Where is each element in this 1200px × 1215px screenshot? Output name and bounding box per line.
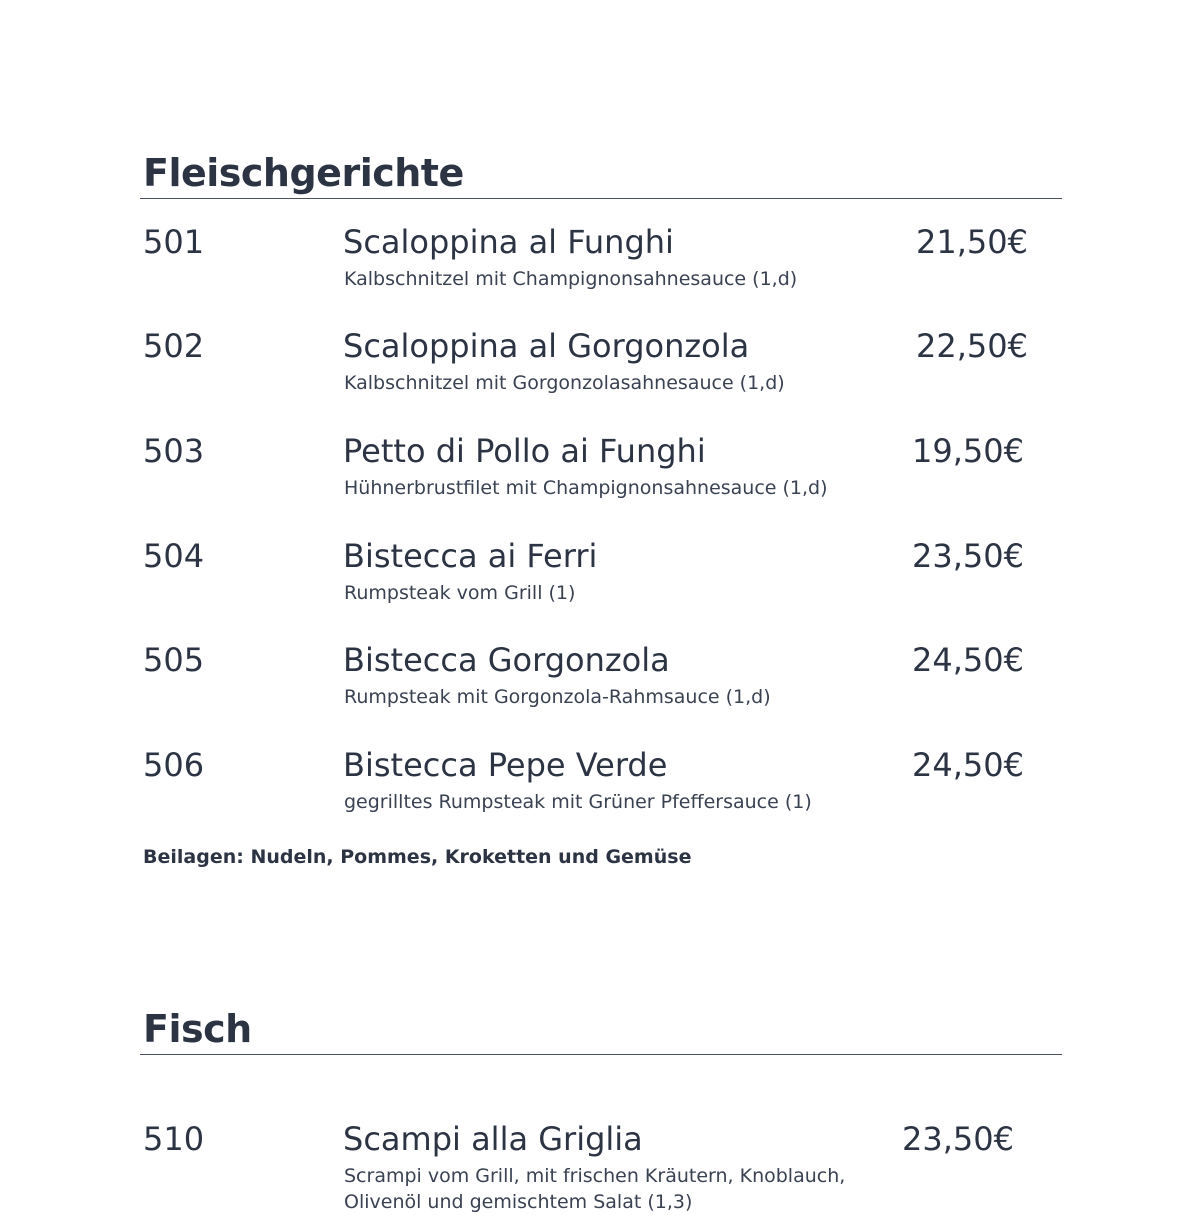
menu-item-510 (0, 1120, 1200, 1213)
item-number: 510 (143, 1120, 205, 1158)
section-title-fisch: Fisch (143, 1007, 252, 1051)
item-description: gegrilltes Rumpsteak mit Grüner Pfeffersauce (1) (344, 791, 812, 813)
menu-item-501 (0, 223, 1200, 316)
item-price: 22,50€ (916, 327, 1028, 365)
menu-item-503 (0, 432, 1200, 525)
side-dishes-note: Beilagen: Nudeln, Pommes, Kroketten und Gemüse (143, 846, 692, 868)
item-name: Petto di Pollo ai Funghi (343, 432, 706, 470)
item-description: Hühnerbrustfilet mit Champignonsahnesauce (1,d) (344, 477, 828, 499)
item-name: Scaloppina al Gorgonzola (343, 327, 750, 365)
menu-item-506 (0, 746, 1200, 839)
item-name: Bistecca ai Ferri (343, 537, 598, 575)
section-title-fleischgerichte: Fleischgerichte (143, 151, 464, 195)
item-description: Rumpsteak vom Grill (1) (344, 582, 576, 604)
menu-item-505 (0, 641, 1200, 734)
item-description: Scrampi vom Grill, mit frischen Kräutern, Knoblauch, Olivenöl und gemischtem Salat (1,3) (344, 1165, 846, 1213)
section-divider (140, 198, 1062, 199)
item-price: 19,50€ (912, 432, 1024, 470)
item-number: 502 (143, 327, 205, 365)
item-price: 21,50€ (916, 223, 1028, 261)
item-name: Bistecca Pepe Verde (343, 746, 668, 784)
item-price: 23,50€ (902, 1120, 1014, 1158)
item-number: 506 (143, 746, 205, 784)
menu-item-504 (0, 537, 1200, 630)
item-price: 24,50€ (912, 746, 1024, 784)
item-name: Bistecca Gorgonzola (343, 641, 670, 679)
item-number: 505 (143, 641, 205, 679)
item-description: Kalbschnitzel mit Champignonsahnesauce (1,d) (344, 268, 798, 290)
item-price: 24,50€ (912, 641, 1024, 679)
item-name: Scaloppina al Funghi (343, 223, 674, 261)
item-price: 23,50€ (912, 537, 1024, 575)
menu-item-502 (0, 327, 1200, 420)
item-description: Kalbschnitzel mit Gorgonzolasahnesauce (1,d) (344, 372, 785, 394)
section-divider (140, 1054, 1062, 1055)
item-description: Rumpsteak mit Gorgonzola-Rahmsauce (1,d) (344, 686, 771, 708)
item-number: 503 (143, 432, 205, 470)
item-name: Scampi alla Griglia (343, 1120, 643, 1158)
item-number: 501 (143, 223, 205, 261)
item-number: 504 (143, 537, 205, 575)
